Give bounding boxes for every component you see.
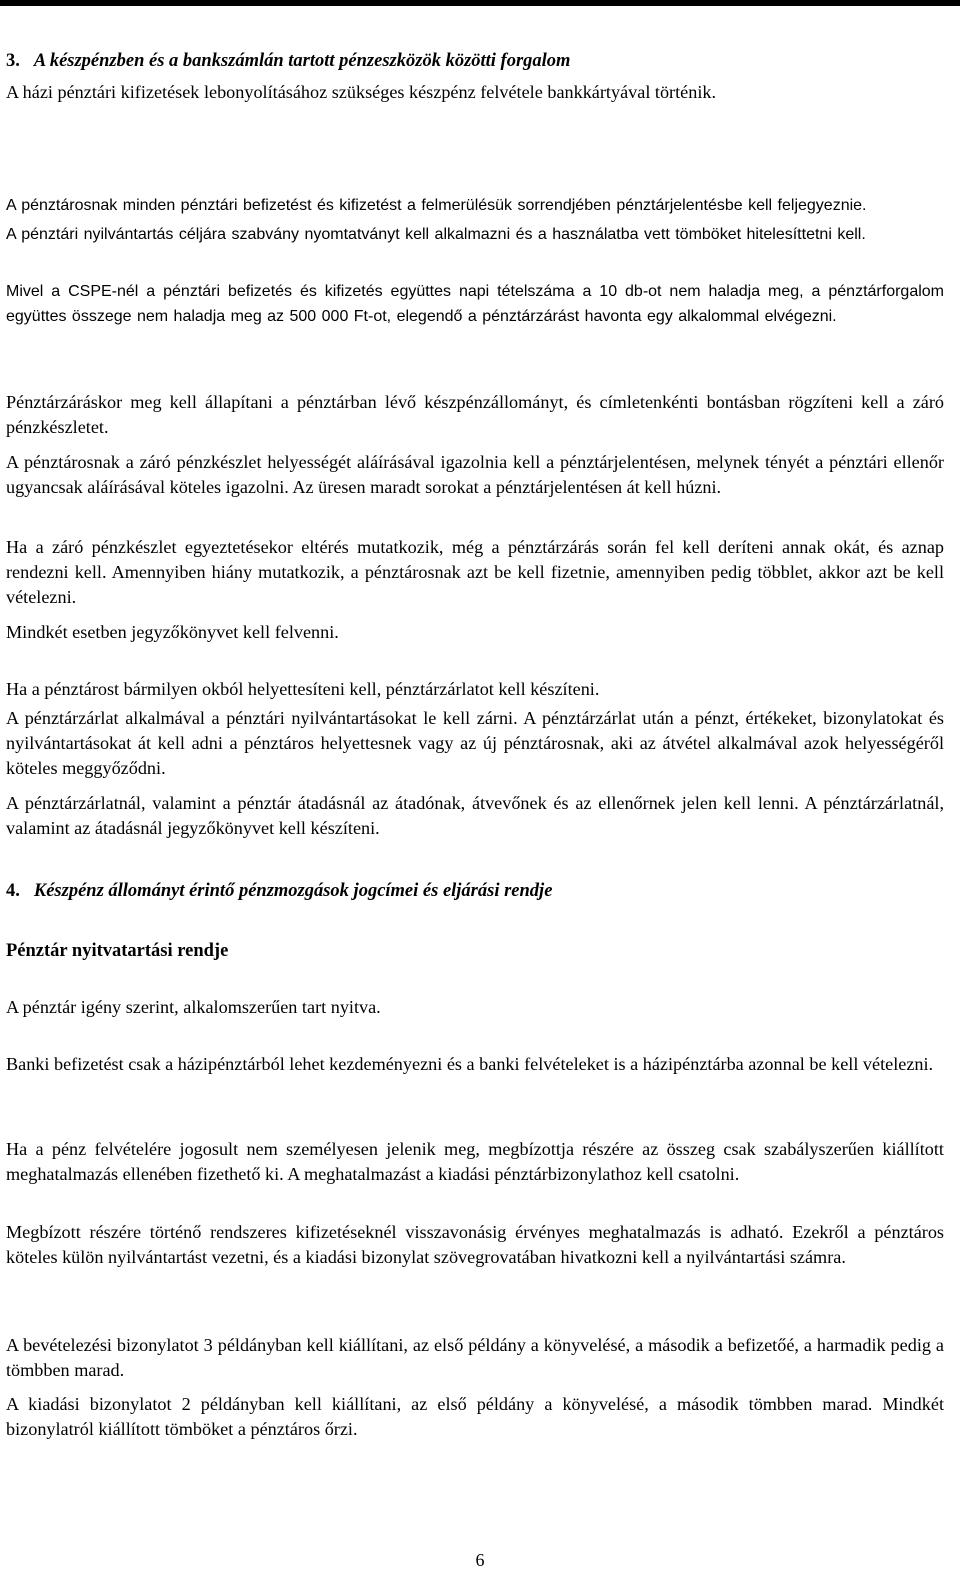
paragraph: Ha a pénztárost bármilyen okból helyettesíteni kell, pénztárzárlatot kell készíteni. xyxy=(6,679,600,699)
paragraph: A bevételezési bizonylatot 3 példányban kell kiállítani, az első példány a könyvelésé, a második a befizetőé, a harmadik pedig a tömbben marad. xyxy=(6,1335,944,1380)
paragraph: Megbízott részére történő rendszeres kifizetéseknél visszavonásig érvényes meghatalmazás is adható. Ezekről a pénztáros köteles külön nyilvántartást vezetni, és a kiadási bizonylat szövegrovatában hivatkozni kell a nyilvántartási számra. xyxy=(6,1222,944,1267)
section-4-heading xyxy=(6,880,552,902)
section-3-number: 3. xyxy=(6,51,20,71)
section-3-heading xyxy=(6,50,570,72)
paragraph: A pénztár igény szerint, alkalomszerűen tart nyitva. xyxy=(6,997,381,1017)
paragraph: A pénztárzárlatnál, valamint a pénztár átadásnál az átadónak, átvevőnek és az ellenőrnek jelen kell lenni. A pénztárzárlatnál, valamint az átadásnál jegyzőkönyvet kell készíteni. xyxy=(6,793,944,838)
top-rule xyxy=(0,0,960,6)
paragraph: Mivel a CSPE-nél a pénztári befizetés és kifizetés együttes napi tételszáma a 10 db-ot nem haladja meg, a pénztárforgalom együttes összege nem haladja meg az 500 000 Ft-ot, elegendő a pénztárzárást havonta egy alkalommal elvégezni. xyxy=(6,283,944,325)
page-number: 6 xyxy=(475,1550,485,1570)
paragraph: A kiadási bizonylatot 2 példányban kell kiállítani, az első példány a könyvelésé, a második tömbben marad. Mindkét bizonylatról kiállított tömböket a pénztáros őrzi. xyxy=(6,1394,944,1439)
paragraph: A pénztárosnak a záró pénzkészlet helyességét aláírásával igazolnia kell a pénztárjelentésen, melynek tényét a pénztári ellenőr ugyancsak aláírásával köteles igazolni. Az üresen maradt sorokat a pénztárjelentésen át kell húzni. xyxy=(6,452,944,497)
paragraph: A pénztárzárlat alkalmával a pénztári nyilvántartásokat le kell zárni. A pénztárzárlat után a pénzt, értékeket, bizonylatokat és nyilvántartásokat át kell adni a pénztáros helyettesnek vagy az új pénztárosnak, aki az átvétel alkalmával azok helyességéről köteles meggyőződni. xyxy=(6,708,944,778)
section-3-title: A készpénzben és a bankszámlán tartott pénzeszközök közötti forgalom xyxy=(33,51,571,71)
paragraph: Pénztárzáráskor meg kell állapítani a pénztárban lévő készpénzállományt, és címletenkénti bontásban rögzíteni kell a záró pénzkészletet. xyxy=(6,392,944,437)
paragraph: A pénztári nyilvántartás céljára szabvány nyomtatványt kell alkalmazni és a használatba vett tömböket hitelesíttetni kell. xyxy=(6,226,866,243)
subheading: Pénztár nyitvatartási rendje xyxy=(6,941,229,961)
section-4-number: 4. xyxy=(6,881,20,901)
section-4-title: Készpénz állományt érintő pénzmozgások jogcímei és eljárási rendje xyxy=(33,881,553,901)
paragraph: A házi pénztári kifizetések lebonyolításához szükséges készpénz felvétele bankkártyával történik. xyxy=(6,82,717,102)
paragraph: A pénztárosnak minden pénztári befizetést és kifizetést a felmerülésük sorrendjében pénztárjelentésbe kell feljegyeznie. xyxy=(6,197,867,214)
paragraph: Ha a záró pénzkészlet egyeztetésekor eltérés mutatkozik, még a pénztárzárás során fel kell deríteni annak okát, és aznap rendezni kell. Amennyiben hiány mutatkozik, a pénztárosnak azt be kell fizetnie, amennyiben pedig többlet, akkor azt be kell vételezni. xyxy=(6,537,944,607)
paragraph: Banki befizetést csak a házipénztárból lehet kezdeményezni és a banki felvételeket is a házipénztárba azonnal be kell vételezni. xyxy=(6,1054,934,1074)
paragraph: Ha a pénz felvételére jogosult nem személyesen jelenik meg, megbízottja részére az összeg csak szabályszerűen kiállított meghatalmazás ellenében fizethető ki. A meghatalmazást a kiadási pénztárbizonylathoz kell csatolni. xyxy=(6,1139,944,1184)
paragraph: Mindkét esetben jegyzőkönyvet kell felvenni. xyxy=(6,622,339,642)
